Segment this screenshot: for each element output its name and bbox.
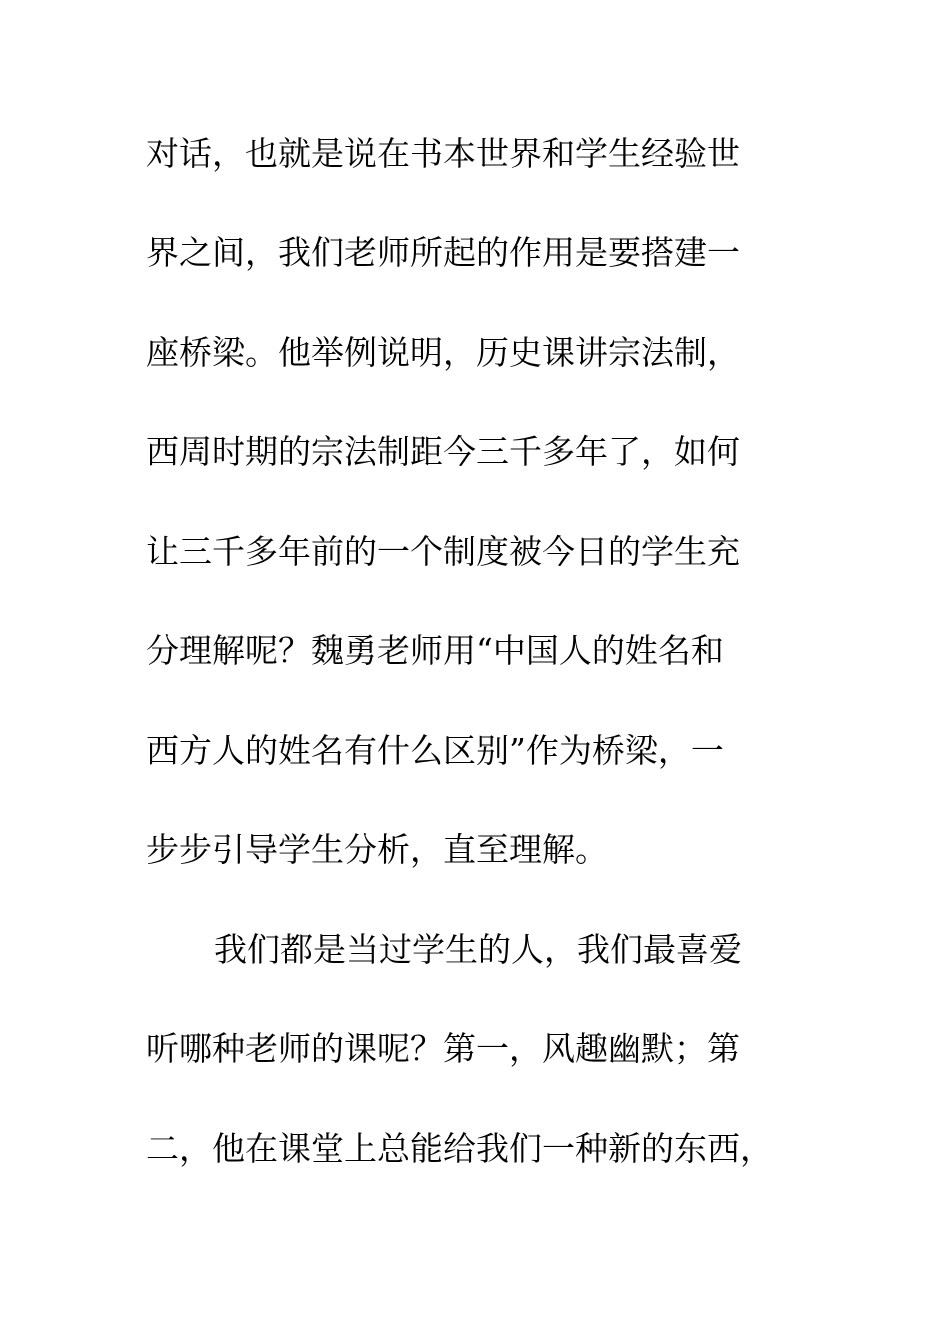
text-line-7: 西方人的姓名有什么区别”作为桥梁，一 [146, 731, 724, 770]
text-line-8: 步步引导学生分析，直至理解。 [146, 830, 608, 869]
text-line-6: 分理解呢？魏勇老师用“中国人的姓名和 [146, 631, 724, 670]
text-line-2: 界之间，我们老师所起的作用是要搭建一 [146, 233, 740, 272]
paragraph-start-line: 我们都是当过学生的人，我们最喜爱 [214, 930, 742, 969]
text-line-1: 对话，也就是说在书本世界和学生经验世 [146, 134, 740, 173]
text-line-5: 让三千多年前的一个制度被今日的学生充 [146, 532, 740, 571]
text-line-11: 二，他在课堂上总能给我们一种新的东西， [146, 1129, 773, 1168]
text-line-10: 听哪种老师的课呢？第一，风趣幽默；第 [146, 1029, 740, 1068]
text-line-3: 座桥梁。他举例说明，历史课讲宗法制， [146, 333, 740, 372]
text-line-4: 西周时期的宗法制距今三千多年了，如何 [146, 432, 740, 471]
